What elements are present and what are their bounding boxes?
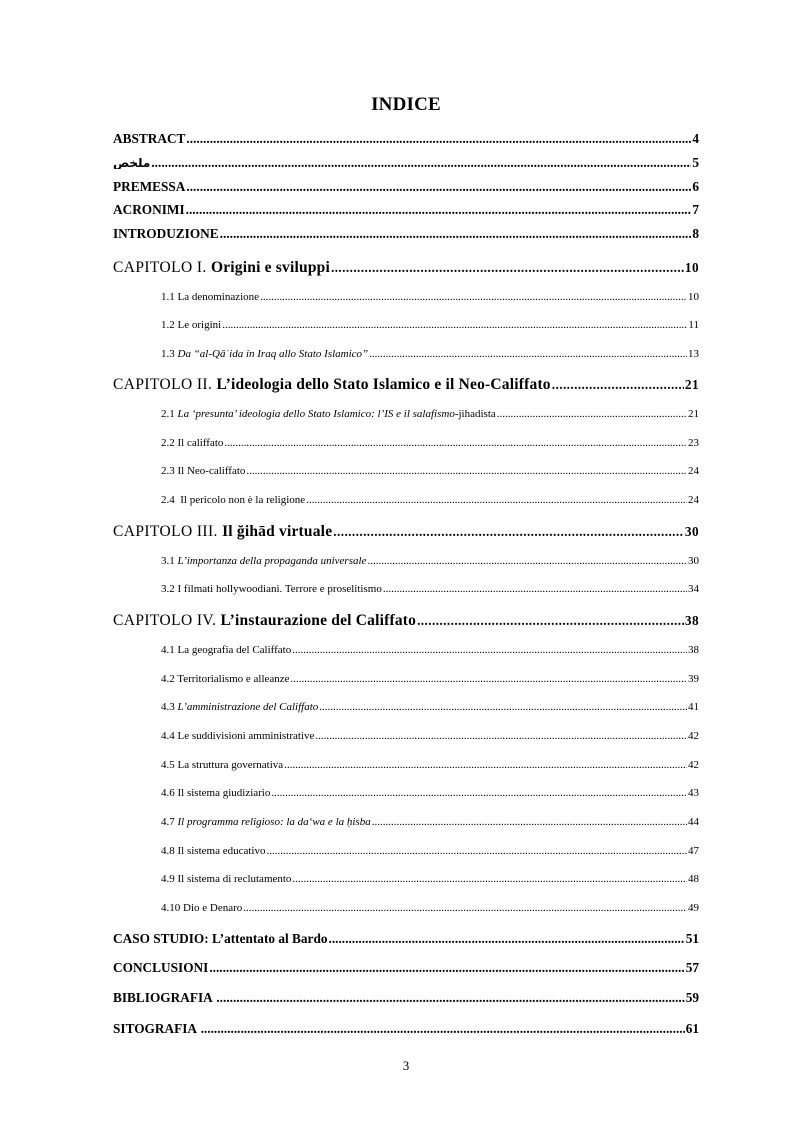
leader-dots	[186, 132, 691, 145]
toc-page-number: 51	[685, 932, 699, 946]
toc-chapter-3[interactable]	[113, 524, 699, 540]
toc-page-number: 41	[688, 702, 699, 713]
toc-section-4-10[interactable]	[161, 903, 699, 914]
leader-dots	[291, 674, 687, 685]
toc-page-number: 11	[688, 320, 699, 331]
toc-page-number: 61	[685, 1022, 699, 1036]
toc-entry-acronimi[interactable]	[113, 203, 699, 216]
leader-dots	[266, 846, 687, 857]
toc-page-number: 24	[688, 466, 699, 477]
toc-section-4-9[interactable]	[161, 874, 699, 885]
toc-section-2-3[interactable]	[161, 466, 699, 477]
toc-page-number: 13	[688, 349, 699, 360]
leader-dots	[220, 227, 692, 240]
toc-entry-label: PREMESSA	[113, 180, 186, 194]
toc-page-number: 59	[685, 991, 699, 1005]
leader-dots	[369, 349, 687, 360]
toc-section-4-6[interactable]	[161, 788, 699, 799]
toc-page-number: 23	[688, 438, 699, 449]
toc-entry-label: ABSTRACT	[113, 132, 186, 146]
leader-dots	[319, 702, 687, 713]
section-label: 4.9 Il sistema di reclutamento	[161, 874, 292, 885]
toc-section-3-1[interactable]	[161, 556, 699, 567]
leader-dots	[243, 903, 687, 914]
toc-page-number: 10	[688, 292, 699, 303]
leader-dots	[246, 466, 687, 477]
toc-page-number: 24	[688, 495, 699, 506]
leader-dots	[306, 495, 687, 506]
toc-page-number: 42	[688, 760, 699, 771]
toc-entry-introduzione[interactable]	[113, 227, 699, 240]
toc-entry-label: ACRONIMI	[113, 203, 185, 217]
section-label: 2.4 Il pericolo non è la religione	[161, 495, 306, 506]
leader-dots	[497, 409, 687, 420]
leader-dots	[224, 438, 687, 449]
toc-page-number: 42	[688, 731, 699, 742]
leader-dots	[271, 788, 687, 799]
toc-page-number: 4	[692, 132, 699, 146]
leader-dots	[284, 760, 687, 771]
leader-dots	[222, 320, 687, 331]
toc-page-number: 5	[692, 156, 699, 170]
leader-dots	[151, 156, 691, 169]
toc-page-number: 38	[688, 645, 699, 656]
leader-dots	[209, 961, 684, 974]
toc-page-number: 7	[692, 203, 699, 217]
toc-section-3-2[interactable]	[161, 584, 699, 595]
toc-section-1-3[interactable]	[161, 349, 699, 360]
toc-section-4-5[interactable]	[161, 760, 699, 771]
section-label: 4.3 L’amministrazione del Califfato	[161, 702, 319, 713]
toc-page-number: 39	[688, 674, 699, 685]
toc-entry-label: CONCLUSIONI	[113, 961, 209, 975]
section-label: 2.3 Il Neo-califfato	[161, 466, 246, 477]
toc-page-number: 43	[688, 788, 699, 799]
toc-page-number: 47	[688, 846, 699, 857]
toc-section-4-8[interactable]	[161, 846, 699, 857]
toc-entry-label: SITOGRAFIA	[113, 1022, 200, 1036]
leader-dots	[417, 614, 684, 627]
toc-entry-arabic-abstract[interactable]	[113, 156, 699, 169]
toc-section-4-1[interactable]	[161, 645, 699, 656]
leader-dots	[186, 180, 691, 193]
toc-section-4-2[interactable]	[161, 674, 699, 685]
section-label: 4.2 Territorialismo e alleanze	[161, 674, 290, 685]
toc-section-1-1[interactable]	[161, 292, 699, 303]
chapter-heading: CAPITOLO II. L’ideologia dello Stato Islamico e il Neo-Califfato	[113, 377, 551, 393]
toc-entry-label: INTRODUZIONE	[113, 227, 219, 241]
section-label: 1.1 La denominazione	[161, 292, 260, 303]
toc-page-number: 34	[688, 584, 699, 595]
section-label: 2.1 La ‘presunta’ ideologia dello Stato Islamico: l’IS e il salafismo-jihadista	[161, 409, 496, 420]
section-label: 1.3 Da “al-Qāʿida in Iraq allo Stato Islamico”	[161, 349, 369, 360]
toc-section-4-7[interactable]	[161, 817, 699, 828]
leader-dots	[552, 378, 684, 391]
toc-page-number: 30	[684, 524, 699, 539]
leader-dots	[367, 556, 687, 567]
toc-entry-abstract[interactable]	[113, 132, 699, 145]
leader-dots	[186, 203, 692, 216]
toc-entry-label: ملخص	[113, 156, 151, 170]
leader-dots	[292, 645, 687, 656]
toc-chapter-1[interactable]	[113, 260, 699, 276]
toc-section-2-1[interactable]	[161, 409, 699, 420]
section-label: 4.8 Il sistema educativo	[161, 846, 266, 857]
leader-dots	[383, 584, 687, 595]
toc-page-number: 48	[688, 874, 699, 885]
section-label: 1.2 Le origini	[161, 320, 222, 331]
toc-page-number: 30	[688, 556, 699, 567]
section-label: 4.5 La struttura governativa	[161, 760, 284, 771]
toc-page-number: 57	[685, 961, 699, 975]
toc-page-number: 8	[692, 227, 699, 241]
toc-chapter-2[interactable]	[113, 377, 699, 393]
toc-entry-caso-studio[interactable]	[113, 932, 699, 945]
toc-entry-conclusioni[interactable]	[113, 961, 699, 974]
toc-section-4-4[interactable]	[161, 731, 699, 742]
leader-dots	[372, 817, 687, 828]
toc-section-4-3[interactable]	[161, 702, 699, 713]
toc-entry-label: CASO STUDIO: L’attentato al Bardo	[113, 932, 328, 946]
toc-page-number: 6	[692, 180, 699, 194]
toc-entry-sitografia[interactable]	[113, 1022, 699, 1035]
section-label: 4.6 Il sistema giudiziario	[161, 788, 271, 799]
section-label: 4.1 La geografia del Califfato	[161, 645, 292, 656]
leader-dots	[216, 991, 684, 1004]
toc-page-number: 10	[684, 260, 699, 275]
leader-dots	[315, 731, 687, 742]
section-label: 3.2 I filmati hollywoodiani. Terrore e proselitismo	[161, 584, 382, 595]
toc-page-number: 21	[688, 409, 699, 420]
leader-dots	[329, 932, 685, 945]
leader-dots	[260, 292, 687, 303]
leader-dots	[333, 525, 684, 538]
section-label: 4.4 Le suddivisioni amministrative	[161, 731, 315, 742]
section-label: 3.1 L’importanza della propaganda universale	[161, 556, 367, 567]
chapter-heading: CAPITOLO III. Il ğihād virtuale	[113, 524, 333, 540]
chapter-heading: CAPITOLO I. Origini e sviluppi	[113, 260, 330, 276]
toc-chapter-4[interactable]	[113, 613, 699, 629]
toc-entry-bibliografia[interactable]	[113, 991, 699, 1004]
section-label: 4.10 Dio e Denaro	[161, 903, 243, 914]
toc-page-number: 49	[688, 903, 699, 914]
toc-section-2-2[interactable]	[161, 438, 699, 449]
chapter-heading: CAPITOLO IV. L’instaurazione del Califfato	[113, 613, 417, 629]
page-title: INDICE	[371, 94, 441, 115]
leader-dots	[292, 874, 687, 885]
toc-page-number: 38	[684, 613, 699, 628]
toc-entry-label: BIBLIOGRAFIA	[113, 991, 216, 1005]
toc-section-2-4[interactable]	[161, 495, 699, 506]
leader-dots	[201, 1022, 685, 1035]
toc-page-number: 44	[688, 817, 699, 828]
toc-page-number: 21	[684, 377, 699, 392]
toc-section-1-2[interactable]	[161, 320, 699, 331]
toc-entry-premessa[interactable]	[113, 180, 699, 193]
page-number-footer: 3	[402, 1058, 410, 1073]
section-label: 2.2 Il califfato	[161, 438, 224, 449]
section-label: 4.7 Il programma religioso: la da‘wa e la ḥisba	[161, 817, 371, 828]
leader-dots	[331, 261, 684, 274]
